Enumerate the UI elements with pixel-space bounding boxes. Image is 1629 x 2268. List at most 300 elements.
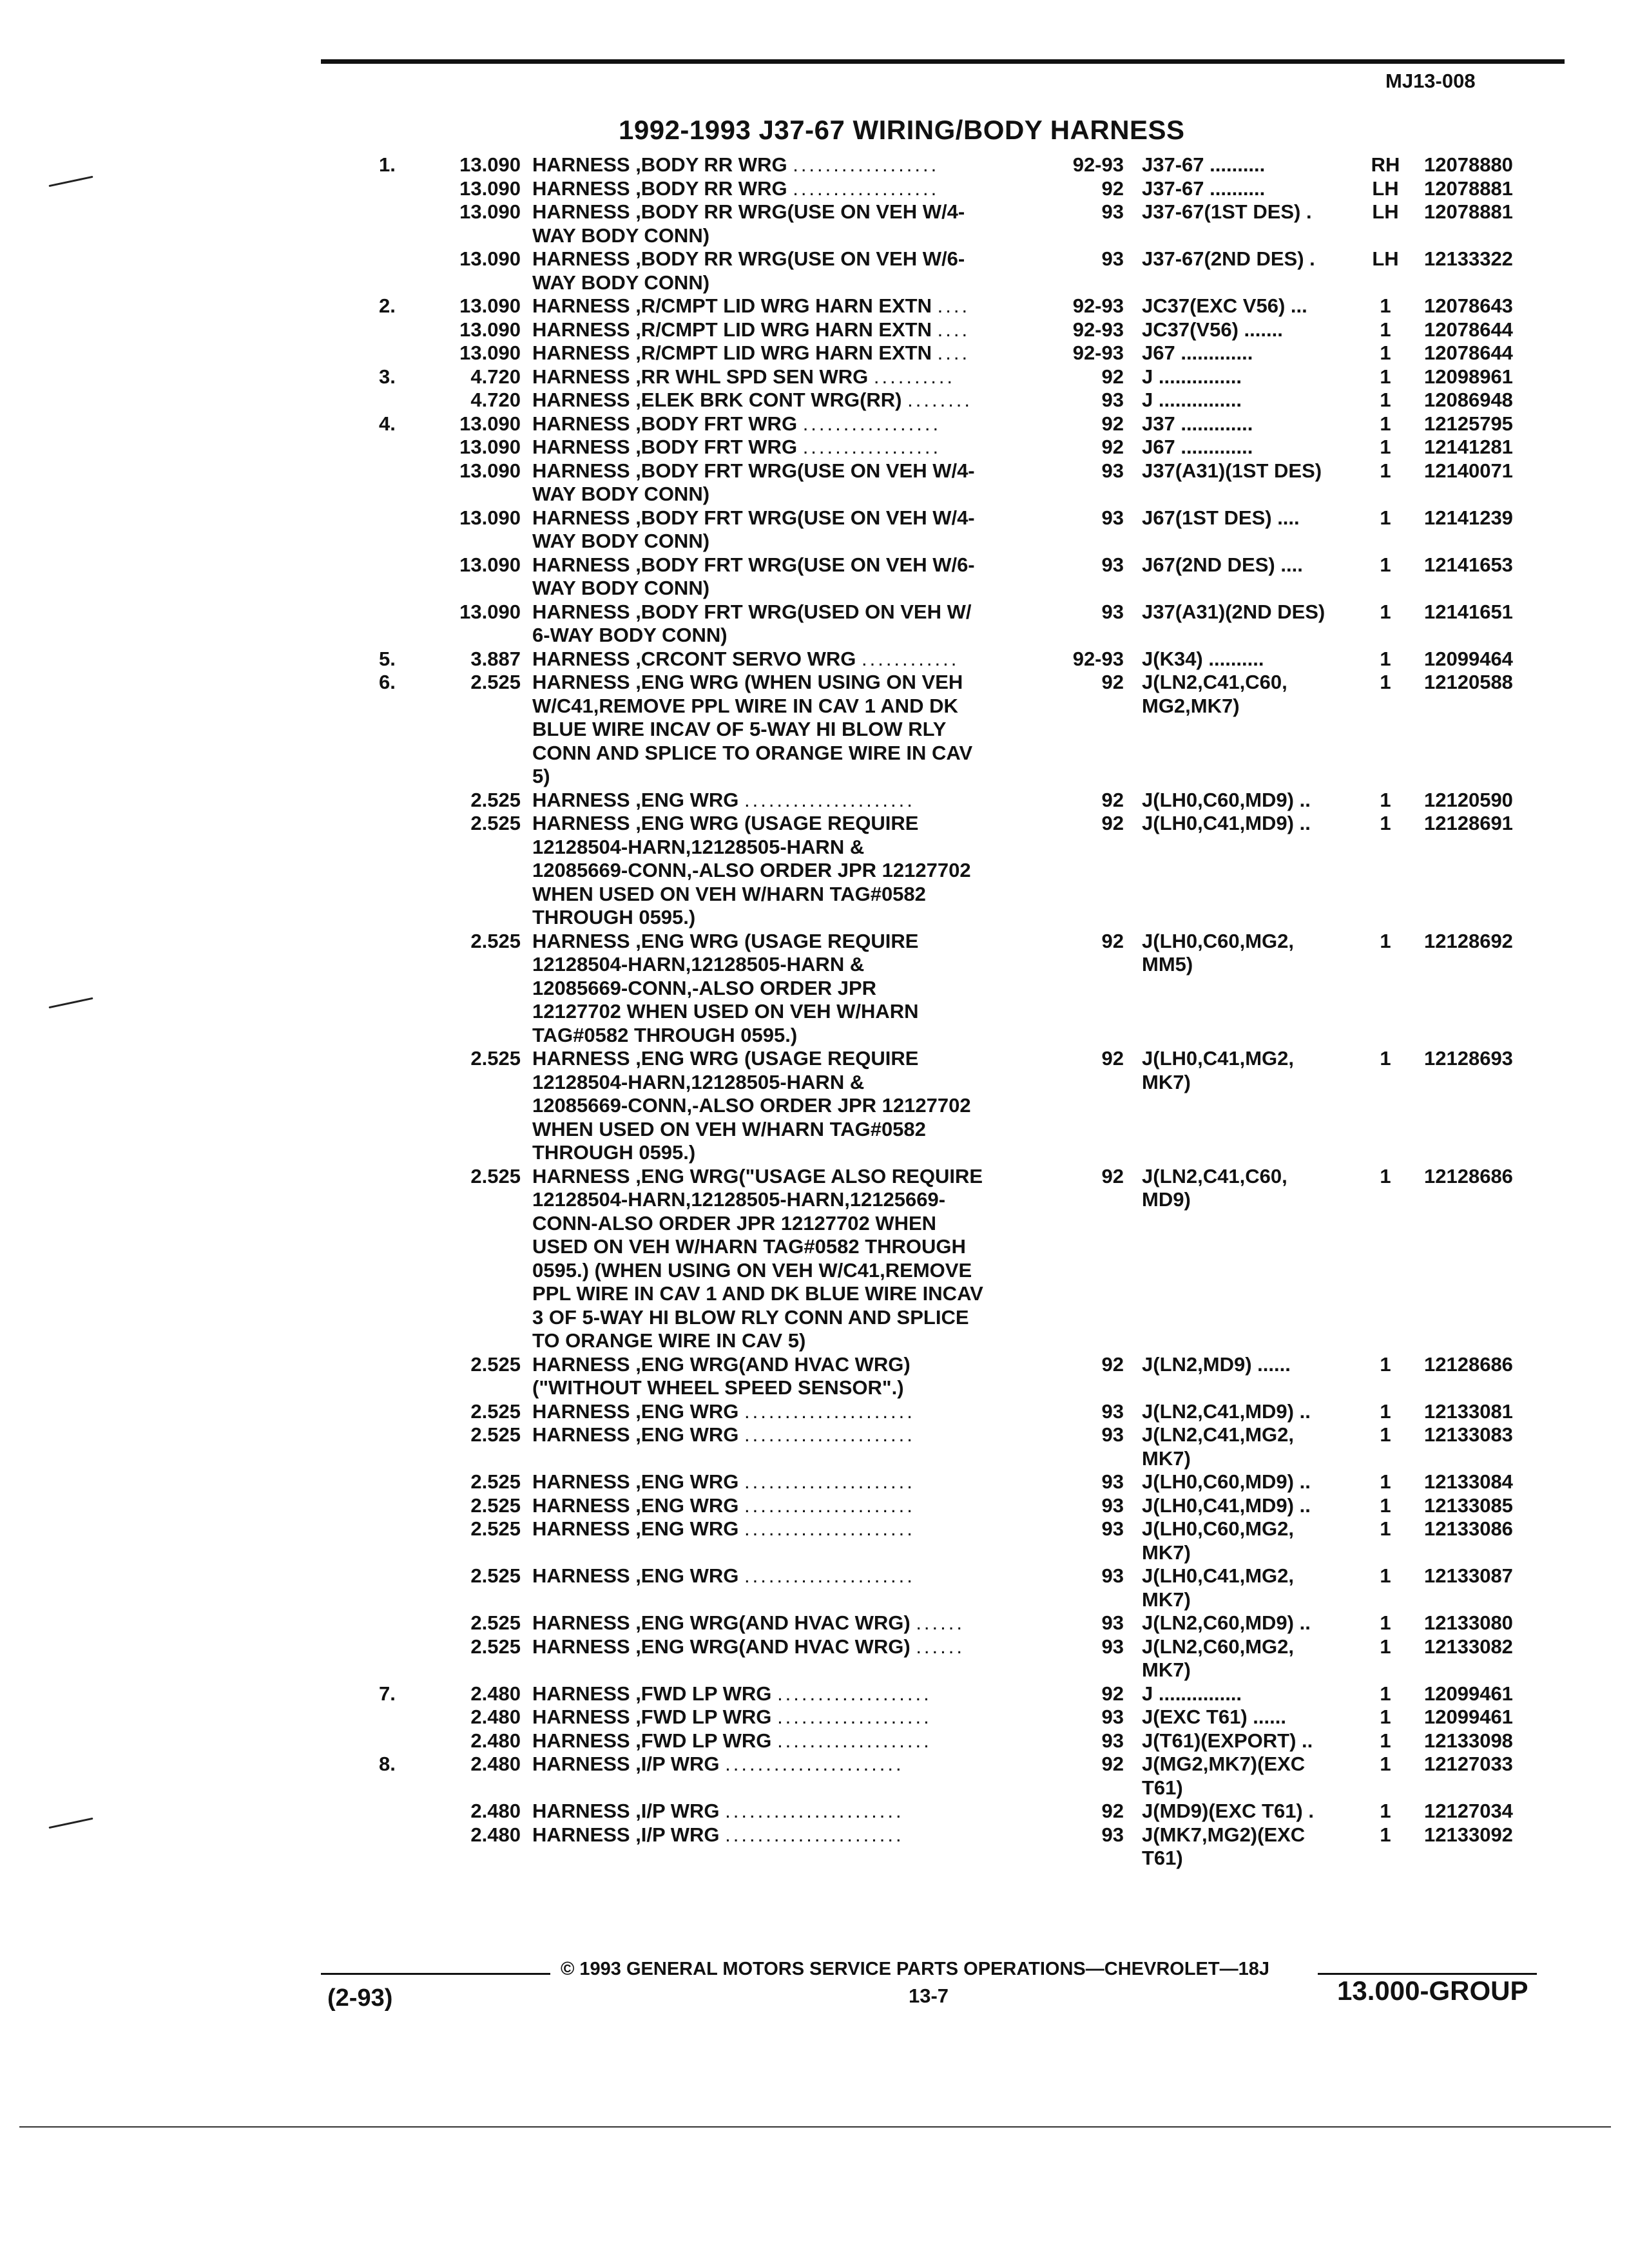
copyright-line: © 1993 GENERAL MOTORS SERVICE PARTS OPERATIONS—CHEVROLET—18J — [561, 1959, 1269, 1979]
part-number: 12133083 — [1424, 1423, 1513, 1446]
part-description — [532, 1517, 915, 1541]
part-description — [532, 1706, 932, 1729]
part-number: 12078644 — [1424, 341, 1513, 364]
description-text: HARNESS ,ENG WRG (USAGE REQUIRE — [532, 929, 919, 952]
description-text: HARNESS ,BODY FRT WRG(USED ON VEH W/ — [532, 600, 972, 623]
model-year: 92 — [1101, 1682, 1124, 1705]
usage-code: J67(2ND DES) .... — [1142, 553, 1303, 576]
parts-row — [0, 1611, 1629, 1635]
model-year: 92-93 — [1072, 647, 1124, 670]
parts-row — [0, 553, 1629, 577]
usage-code: J67 ............. — [1142, 341, 1253, 364]
part-description — [532, 224, 709, 248]
part-description — [532, 883, 926, 907]
description-text: HARNESS ,I/P WRG — [532, 1753, 720, 1775]
quantity: 1 — [1380, 318, 1391, 341]
model-year: 93 — [1101, 506, 1124, 529]
part-description — [532, 765, 550, 789]
parts-row — [0, 601, 1629, 624]
leader-dots: ................... — [777, 1729, 932, 1752]
description-text: HARNESS ,ENG WRG — [532, 1494, 739, 1517]
date-code: (2-93) — [327, 1984, 393, 2012]
model-year: 92 — [1101, 1800, 1124, 1822]
part-number: 12141653 — [1424, 553, 1513, 576]
description-text: HARNESS ,R/CMPT LID WRG HARN EXTN — [532, 294, 932, 317]
description-text: HARNESS ,ENG WRG — [532, 1470, 739, 1493]
part-number: 12099461 — [1424, 1706, 1513, 1728]
description-text: 12085669-CONN,-ALSO ORDER JPR 12127702 — [532, 859, 971, 881]
leader-dots: ..................... — [744, 1470, 915, 1493]
part-description — [532, 177, 939, 201]
parts-row — [0, 1141, 1629, 1165]
part-number: 12133098 — [1424, 1729, 1513, 1752]
part-description — [532, 1470, 915, 1494]
model-year: 92 — [1101, 812, 1124, 834]
usage-code: JC37(EXC V56) ... — [1142, 294, 1307, 317]
description-text: 3 OF 5-WAY HI BLOW RLY CONN AND SPLICE — [532, 1305, 969, 1329]
part-number: 12133084 — [1424, 1470, 1513, 1493]
part-number: 12133092 — [1424, 1823, 1513, 1846]
description-text: HARNESS ,ELEK BRK CONT WRG(RR) — [532, 389, 902, 411]
usage-code: J37-67 .......... — [1142, 177, 1266, 200]
leader-dots: ................. — [802, 436, 941, 458]
part-number: 12078881 — [1424, 177, 1513, 200]
model-year: 93 — [1101, 1823, 1124, 1846]
parts-row — [0, 1047, 1629, 1071]
description-text: USED ON VEH W/HARN TAG#0582 THROUGH — [532, 1235, 966, 1258]
group-number: 13.090 — [459, 341, 521, 364]
leader-dots: ........ — [907, 389, 973, 411]
parts-row — [0, 1682, 1629, 1706]
parts-row — [0, 483, 1629, 506]
description-text: PPL WIRE IN CAV 1 AND DK BLUE WIRE INCAV — [532, 1282, 983, 1305]
page-title: 1992-1993 J37-67 WIRING/BODY HARNESS — [619, 115, 1185, 145]
model-year: 92 — [1101, 1753, 1124, 1775]
doc-code: MJ13-008 — [1385, 70, 1476, 92]
parts-row — [0, 648, 1629, 671]
leader-dots: ...................... — [725, 1800, 904, 1822]
description-text: HARNESS ,BODY FRT WRG — [532, 436, 798, 458]
group-number: 2.525 — [470, 929, 521, 952]
group-number: 2.525 — [470, 1352, 521, 1376]
part-description — [532, 930, 918, 954]
description-text: HARNESS ,ENG WRG(AND HVAC WRG) — [532, 1352, 911, 1376]
group-number: 2.525 — [470, 1047, 521, 1070]
quantity: 1 — [1380, 1635, 1391, 1658]
part-description — [532, 718, 946, 742]
part-number: 12133081 — [1424, 1399, 1513, 1423]
description-text: THROUGH 0595.) — [532, 1141, 696, 1164]
part-description — [532, 1306, 969, 1330]
quantity: 1 — [1380, 929, 1391, 952]
part-number: 12128692 — [1424, 929, 1513, 952]
parts-row — [0, 365, 1629, 389]
description-text: 12085669-CONN,-ALSO ORDER JPR — [532, 976, 877, 999]
quantity: 1 — [1380, 1564, 1391, 1587]
parts-row — [0, 930, 1629, 954]
quantity: 1 — [1380, 459, 1391, 482]
usage-code: J(LH0,C41,MG2, — [1142, 1564, 1295, 1587]
part-description — [532, 906, 695, 930]
part-description — [532, 1329, 805, 1353]
group-number: 2.525 — [470, 1517, 521, 1540]
description-text: WAY BODY CONN) — [532, 224, 710, 247]
parts-row — [0, 436, 1629, 459]
part-number: 12099464 — [1424, 647, 1513, 670]
parts-row — [0, 577, 1629, 601]
parts-row — [0, 1823, 1629, 1847]
part-description — [532, 1423, 915, 1447]
part-number: 12125795 — [1424, 412, 1513, 435]
description-text: 12128504-HARN,12128505-HARN,12125669- — [532, 1188, 946, 1211]
description-text: TAG#0582 THROUGH 0595.) — [532, 1023, 798, 1046]
model-year: 93 — [1101, 1423, 1124, 1446]
part-description — [532, 389, 972, 412]
part-description — [532, 459, 975, 483]
part-description — [532, 318, 970, 342]
description-text: CONN-ALSO ORDER JPR 12127702 WHEN — [532, 1211, 937, 1235]
part-description — [532, 836, 864, 860]
leader-dots: .... — [937, 294, 970, 317]
group-number: 13.090 — [459, 436, 521, 458]
description-text: WAY BODY CONN) — [532, 577, 710, 599]
part-description — [532, 483, 709, 506]
part-number: 12127034 — [1424, 1800, 1513, 1822]
group-number: 13.090 — [459, 506, 521, 529]
part-number: 12078880 — [1424, 153, 1513, 176]
part-number: 12141651 — [1424, 600, 1513, 623]
part-description — [532, 601, 971, 624]
parts-row — [0, 1588, 1629, 1612]
description-text: HARNESS ,BODY FRT WRG(USE ON VEH W/6- — [532, 553, 975, 576]
part-description — [532, 153, 939, 177]
part-number: 12133085 — [1424, 1494, 1513, 1517]
quantity: 1 — [1380, 647, 1391, 670]
leader-dots: ...................... — [725, 1823, 904, 1846]
description-text: HARNESS ,ENG WRG (USAGE REQUIRE — [532, 1047, 919, 1070]
description-text: WHEN USED ON VEH W/HARN TAG#0582 — [532, 1117, 926, 1140]
description-text: HARNESS ,BODY RR WRG(USE ON VEH W/4- — [532, 200, 965, 223]
group-number: 13.090 — [459, 459, 521, 482]
leader-dots: .... — [937, 318, 970, 341]
parts-row — [0, 1541, 1629, 1565]
parts-row — [0, 1658, 1629, 1682]
part-number: 12133086 — [1424, 1517, 1513, 1540]
parts-list — [0, 153, 1629, 1870]
part-description — [532, 1118, 926, 1142]
quantity: 1 — [1380, 788, 1391, 811]
part-description — [532, 1235, 966, 1259]
usage-code: T61) — [1142, 1847, 1183, 1869]
parts-row — [0, 1094, 1629, 1118]
parts-row — [0, 318, 1629, 342]
leader-dots: ................... — [777, 1706, 932, 1728]
group-number: 2.525 — [470, 1399, 521, 1423]
group-number: 2.525 — [470, 1611, 521, 1634]
leader-dots: .......... — [873, 365, 956, 388]
quantity: LH — [1372, 247, 1399, 270]
part-description — [532, 247, 965, 271]
parts-row — [0, 1470, 1629, 1494]
leader-dots: ..................... — [744, 1517, 915, 1540]
description-text: WHEN USED ON VEH W/HARN TAG#0582 — [532, 882, 926, 905]
parts-row — [0, 247, 1629, 271]
group-number: 13.090 — [459, 153, 521, 176]
usage-code: MK7) — [1142, 1588, 1191, 1611]
footer-rule — [1318, 1973, 1537, 1975]
quantity: 1 — [1380, 436, 1391, 458]
usage-code: J(K34) .......... — [1142, 647, 1264, 670]
part-description — [532, 859, 971, 883]
description-text: HARNESS ,ENG WRG (WHEN USING ON VEH — [532, 671, 963, 693]
parts-row — [0, 1400, 1629, 1424]
group-number: 2.480 — [470, 1753, 521, 1775]
model-year: 93 — [1101, 1706, 1124, 1728]
parts-row — [0, 906, 1629, 930]
model-year: 92 — [1101, 1164, 1124, 1187]
quantity: 1 — [1380, 1753, 1391, 1775]
parts-row — [0, 812, 1629, 836]
part-description — [532, 1259, 972, 1283]
usage-code: J ............... — [1142, 389, 1242, 411]
parts-row — [0, 836, 1629, 860]
part-description — [532, 812, 918, 836]
parts-row — [0, 506, 1629, 530]
item-number: 3. — [379, 365, 396, 388]
model-year: 93 — [1101, 247, 1124, 270]
quantity: 1 — [1380, 553, 1391, 576]
usage-code: MK7) — [1142, 1658, 1191, 1681]
group-number: 13.090 — [459, 412, 521, 435]
description-text: 5) — [532, 765, 550, 787]
quantity: LH — [1372, 177, 1399, 200]
usage-code: J(LH0,C60,MD9) .. — [1142, 788, 1311, 811]
part-description — [532, 530, 709, 553]
parts-row — [0, 1494, 1629, 1518]
item-number: 6. — [379, 671, 396, 693]
part-description — [532, 1165, 983, 1189]
usage-code: MD9) — [1142, 1188, 1191, 1211]
description-text: HARNESS ,ENG WRG — [532, 788, 739, 811]
group-number: 2.525 — [470, 1494, 521, 1517]
description-text: W/C41,REMOVE PPL WIRE IN CAV 1 AND DK — [532, 694, 958, 717]
quantity: LH — [1372, 200, 1399, 223]
usage-code: J37-67(1ST DES) . — [1142, 200, 1312, 223]
group-number: 13.090 — [459, 600, 521, 623]
group-number: 2.525 — [470, 1564, 521, 1587]
quantity: 1 — [1380, 1494, 1391, 1517]
part-number: 12078643 — [1424, 294, 1513, 317]
description-text: ("WITHOUT WHEEL SPEED SENSOR".) — [532, 1376, 904, 1399]
parts-row — [0, 1212, 1629, 1236]
part-number: 12141281 — [1424, 436, 1513, 458]
part-number: 12099461 — [1424, 1682, 1513, 1705]
group-number: 2.480 — [470, 1800, 521, 1822]
model-year: 92-93 — [1072, 341, 1124, 364]
part-description — [532, 1494, 915, 1518]
usage-code: J(T61)(EXPORT) .. — [1142, 1729, 1313, 1752]
parts-row — [0, 883, 1629, 907]
group-number: 2.525 — [470, 788, 521, 811]
usage-code: J(LH0,C60,MD9) .. — [1142, 1470, 1311, 1493]
usage-code: J(LN2,C60,MG2, — [1142, 1635, 1295, 1658]
model-year: 93 — [1101, 1611, 1124, 1634]
description-text: HARNESS ,R/CMPT LID WRG HARN EXTN — [532, 318, 932, 341]
part-number: 12078881 — [1424, 200, 1513, 223]
description-text: HARNESS ,RR WHL SPD SEN WRG — [532, 365, 869, 388]
description-text: 12128504-HARN,12128505-HARN & — [532, 835, 865, 858]
quantity: 1 — [1380, 294, 1391, 317]
group-number: 13.090 — [459, 200, 521, 223]
part-description — [532, 1611, 965, 1635]
group-number: 3.887 — [470, 647, 521, 670]
quantity: 1 — [1380, 1682, 1391, 1705]
description-text: HARNESS ,ENG WRG — [532, 1399, 739, 1423]
model-year: 92 — [1101, 412, 1124, 435]
parts-row — [0, 789, 1629, 812]
parts-row — [0, 1447, 1629, 1471]
part-number: 12098961 — [1424, 365, 1513, 388]
part-description — [532, 1729, 932, 1753]
parts-row — [0, 389, 1629, 412]
model-year: 92-93 — [1072, 318, 1124, 341]
description-text: TO ORANGE WIRE IN CAV 5) — [532, 1329, 806, 1352]
quantity: 1 — [1380, 1611, 1391, 1634]
description-text: 12127702 WHEN USED ON VEH W/HARN — [532, 1000, 919, 1023]
description-text: WAY BODY CONN) — [532, 271, 710, 294]
quantity: 1 — [1380, 1399, 1391, 1423]
group-number: 2.525 — [470, 812, 521, 834]
part-description — [532, 1212, 936, 1236]
model-year: 92 — [1101, 436, 1124, 458]
model-year: 92 — [1101, 365, 1124, 388]
part-description — [532, 200, 965, 224]
part-description — [532, 577, 709, 601]
usage-code: J(LN2,C41,C60, — [1142, 671, 1287, 693]
part-number: 12133080 — [1424, 1611, 1513, 1634]
quantity: 1 — [1380, 671, 1391, 693]
usage-code: J(LN2,C60,MD9) .. — [1142, 1611, 1311, 1634]
model-year: 93 — [1101, 1470, 1124, 1493]
parts-row — [0, 1306, 1629, 1330]
model-year: 92 — [1101, 671, 1124, 693]
part-description — [532, 1353, 911, 1377]
parts-row — [0, 530, 1629, 553]
description-text: HARNESS ,I/P WRG — [532, 1800, 720, 1822]
part-number: 12128686 — [1424, 1164, 1513, 1187]
part-description — [532, 553, 975, 577]
description-text: HARNESS ,ENG WRG(AND HVAC WRG) — [532, 1635, 911, 1658]
top-rule — [321, 59, 1565, 64]
quantity: 1 — [1380, 365, 1391, 388]
description-text: 12085669-CONN,-ALSO ORDER JPR 12127702 — [532, 1094, 971, 1117]
part-number: 12086948 — [1424, 389, 1513, 411]
parts-row — [0, 977, 1629, 1001]
part-description — [532, 1094, 971, 1118]
quantity: 1 — [1380, 1729, 1391, 1752]
description-text: HARNESS ,ENG WRG (USAGE REQUIRE — [532, 812, 919, 834]
parts-row — [0, 153, 1629, 177]
usage-code: MM5) — [1142, 953, 1193, 975]
leader-dots: ..................... — [744, 1399, 915, 1423]
model-year: 92 — [1101, 1352, 1124, 1376]
model-year: 93 — [1101, 600, 1124, 623]
part-number: 12120590 — [1424, 788, 1513, 811]
part-description — [532, 1000, 919, 1024]
parts-row — [0, 1259, 1629, 1283]
model-year: 93 — [1101, 200, 1124, 223]
usage-code: J(LH0,C60,MG2, — [1142, 929, 1295, 952]
description-text: HARNESS ,FWD LP WRG — [532, 1706, 772, 1728]
part-description — [532, 1564, 915, 1588]
description-text: HARNESS ,ENG WRG("USAGE ALSO REQUIRE — [532, 1164, 983, 1187]
description-text: HARNESS ,ENG WRG — [532, 1564, 739, 1587]
usage-code: MG2,MK7) — [1142, 694, 1240, 717]
group-number: 13.090 — [459, 318, 521, 341]
parts-row — [0, 294, 1629, 318]
quantity: 1 — [1380, 1423, 1391, 1446]
parts-row — [0, 671, 1629, 695]
leader-dots: ................... — [777, 1682, 932, 1705]
part-description — [532, 789, 915, 812]
parts-row — [0, 742, 1629, 765]
model-year: 92 — [1101, 929, 1124, 952]
part-description — [532, 1682, 932, 1706]
parts-row — [0, 1329, 1629, 1353]
group-number: 4.720 — [470, 389, 521, 411]
parts-row — [0, 341, 1629, 365]
parts-row — [0, 1000, 1629, 1024]
parts-row — [0, 177, 1629, 201]
parts-row — [0, 1353, 1629, 1377]
group-number: 13.090 — [459, 294, 521, 317]
description-text: 12128504-HARN,12128505-HARN & — [532, 1070, 865, 1093]
description-text: WAY BODY CONN) — [532, 483, 710, 505]
model-year: 92 — [1101, 1047, 1124, 1070]
model-year: 93 — [1101, 1399, 1124, 1423]
leader-dots: ..................... — [744, 1494, 915, 1517]
usage-code: MK7) — [1142, 1446, 1191, 1470]
parts-row — [0, 859, 1629, 883]
parts-row — [0, 1635, 1629, 1659]
parts-row — [0, 1024, 1629, 1048]
quantity: 1 — [1380, 1470, 1391, 1493]
item-number: 8. — [379, 1753, 396, 1775]
description-text: HARNESS ,CRCONT SERVO WRG — [532, 647, 856, 670]
parts-row — [0, 1847, 1629, 1870]
description-text: THROUGH 0595.) — [532, 906, 696, 928]
group-number: 2.525 — [470, 1164, 521, 1187]
description-text: HARNESS ,BODY FRT WRG(USE ON VEH W/4- — [532, 459, 975, 482]
usage-code: J(LH0,C60,MG2, — [1142, 1517, 1295, 1540]
group-number: 13.090 — [459, 553, 521, 576]
quantity: 1 — [1380, 1517, 1391, 1540]
group-number: 2.525 — [470, 1470, 521, 1493]
footer-rule — [321, 1973, 550, 1975]
part-number: 12127033 — [1424, 1753, 1513, 1775]
usage-code: T61) — [1142, 1776, 1183, 1799]
description-text: WAY BODY CONN) — [532, 530, 710, 552]
quantity: RH — [1371, 153, 1400, 176]
part-description — [532, 1282, 983, 1306]
usage-code: J(LH0,C41,MG2, — [1142, 1047, 1295, 1070]
usage-code: J37(A31)(1ST DES) — [1142, 459, 1322, 482]
description-text: HARNESS ,R/CMPT LID WRG HARN EXTN — [532, 341, 932, 364]
usage-code: J ............... — [1142, 1682, 1242, 1705]
group-number: 13.090 — [459, 247, 521, 270]
description-text: HARNESS ,I/P WRG — [532, 1823, 720, 1846]
description-text: HARNESS ,BODY FRT WRG — [532, 412, 798, 435]
